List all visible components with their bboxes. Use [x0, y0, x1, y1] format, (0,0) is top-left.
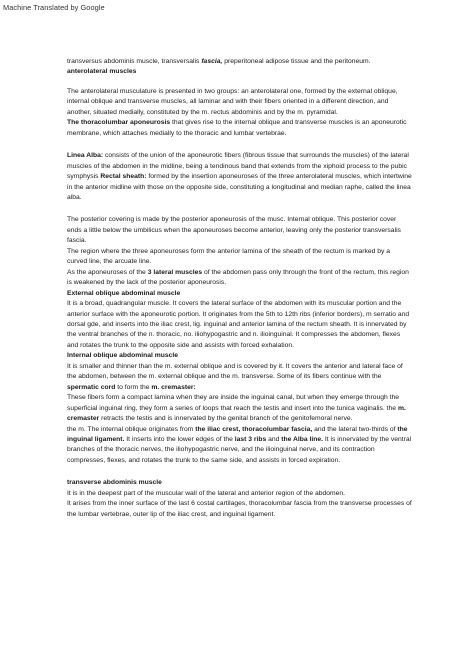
text-run: As the aponeuroses of the	[67, 268, 148, 276]
text-run: that gives rise to the internal oblique and transverse muscles is an aponeurotic membrane, which attaches medially to the thoracic and lumbar vertebrae.	[67, 119, 407, 137]
paragraph-gap	[67, 466, 412, 478]
text-run: It is a broad, quadrangular muscle. It covers the lateral surface of the abdomen with its muscular portion and the anterior surface with the aponeurotic portion. It originates from the 5th to 12th ribs (inferior borders), m serratio and dorsal gde, and inserts into the iliac crest, lig. inguinal and anterior lamina of the rectum sheath. It is innervated by the ventral branches of the n. thoracic, no. iliohypogastric and n. ilioinguinal. It compresses the abdomen, flexes and rotates the trunk to the opposite side and assists with forced exhalation.	[67, 300, 410, 349]
paragraph	[67, 489, 412, 499]
bold-text: m. cremaster:	[151, 383, 196, 391]
bold-text: spermatic cord	[67, 383, 116, 391]
paragraph	[67, 499, 412, 520]
machine-translation-banner: Machine Translated by Google	[3, 3, 105, 12]
text-run: retracts the testis and is innervated by the genital branch of the genitofemoral nerve.	[99, 415, 353, 423]
paragraph	[67, 478, 412, 488]
text-run: of the abdomen pass only through the front of the rectum, this region is weakened by the lack of the posterior aponeurosis.	[67, 268, 409, 287]
text-run: It arises from the inner surface of the last 6 costal cartilages, thoracolumbar fascia from the transverse processes of the lumbar vertebrae, outer lip of the iliac crest, and inguinal ligament.	[67, 500, 412, 518]
bold-text: 3 lateral muscles	[147, 268, 203, 276]
bold-text: m. cremaster	[67, 404, 406, 423]
text-run: It inserts into the lower edges of the	[124, 435, 235, 443]
paragraph	[67, 268, 412, 289]
text-run: and	[266, 435, 282, 443]
bold-text: the inguinal ligament.	[67, 425, 408, 443]
text-run: consists of the union of the aponeurotic fibers (fibrous tissue that surrounds the muscles) of the lateral muscles of the abdomen in the midline, being a tendinous band that extends from the xiphoid process to the pubic symphysis	[67, 152, 409, 181]
text-run: The anterolateral musculature is presented in two groups: an anterolateral one, formed by the external oblique, internal oblique and transverse muscles, all laminar and with their fibers oriented in a different direction, and another, situated medially, constituted by the m. rectus abdominis and by the m. pyramidal.	[67, 87, 398, 116]
paragraph	[67, 425, 412, 467]
text-run: It is smaller and thinner than the m. external oblique and is covered by it. It covers the anterior and lateral face of the abdomen, between the m. external oblique and the m. transverse. Some of its fibers continue with the	[67, 362, 403, 381]
text-run: formed by the insertion aponeuroses of the three anterolateral muscles, which intertwine in the anterior midline with those on the opposite side, constituting a longitudinal and median raphe, called the linea alba.	[67, 173, 412, 201]
paragraph-gap	[67, 139, 412, 151]
text-run: The posterior covering is made by the posterior aponeurosis of the musc. Internal oblique. This posterior cover ends a little below the umbilicus when the aponeuroses become anterior, leaving only the posterior transversalis fascia.	[67, 216, 401, 245]
bold-text: the iliac crest, thoracolumbar fascia,	[195, 425, 313, 433]
paragraph	[67, 67, 412, 77]
paragraph	[67, 215, 412, 246]
paragraph	[67, 351, 412, 361]
document-body	[67, 57, 412, 520]
text-run: and the lateral two-thirds of	[312, 425, 398, 433]
bold-text: anterolateral muscles	[67, 68, 137, 76]
text-run: the m. The internal oblique originates from	[67, 425, 196, 433]
bold-text: External oblique abdominal muscle	[67, 289, 181, 297]
bold-text: Rectal sheath:	[100, 173, 147, 181]
bold-italic-text: fascia,	[201, 58, 223, 65]
paragraph	[67, 151, 412, 203]
text-run: transversus abdominis muscle, transversalis	[67, 58, 202, 65]
paragraph	[67, 118, 412, 139]
bold-text: The thoracolumbar aponeurosis	[67, 119, 171, 127]
bold-text: last 3 ribs	[234, 435, 267, 443]
paragraph	[67, 87, 412, 118]
text-run: These fibers form a compact lamina when they are inside the inguinal canal, but when they emerge through the superficial inguinal ring, they form a series of loops that reach the testis and insert into the tunica vaginalis. the	[67, 394, 400, 412]
paragraph	[67, 57, 412, 67]
paragraph-gap	[67, 78, 412, 87]
bold-text: Internal oblique abdominal muscle	[67, 352, 179, 360]
text-run: The region where the three aponeuroses form the anterior lamina of the sheath of the rectum is marked by a curved line, the arcuate line.	[67, 247, 391, 266]
text-run: to form the	[115, 383, 152, 391]
paragraph	[67, 362, 412, 393]
text-run: It is in the deepest part of the muscular wall of the lateral and anterior region of the abdomen.	[67, 489, 346, 497]
text-run: It is innervated by the ventral branches of the thoracic nerves, the iliohypogastric nerve, and the ilioinguinal nerve, and its contraction compresses, flexes, and rotates the trunk to the same side, and assists in forced expiration.	[67, 435, 412, 464]
bold-text: the Alba line.	[281, 435, 323, 443]
text-run: preperitoneal adipose tissue and the peritoneum.	[222, 58, 371, 65]
bold-text: transverse abdominis muscle	[67, 479, 162, 487]
paragraph	[67, 289, 412, 299]
paragraph	[67, 247, 412, 268]
paragraph-gap	[67, 203, 412, 215]
paragraph	[67, 393, 412, 424]
paragraph	[67, 299, 412, 351]
bold-text: Linea Alba:	[67, 152, 104, 160]
